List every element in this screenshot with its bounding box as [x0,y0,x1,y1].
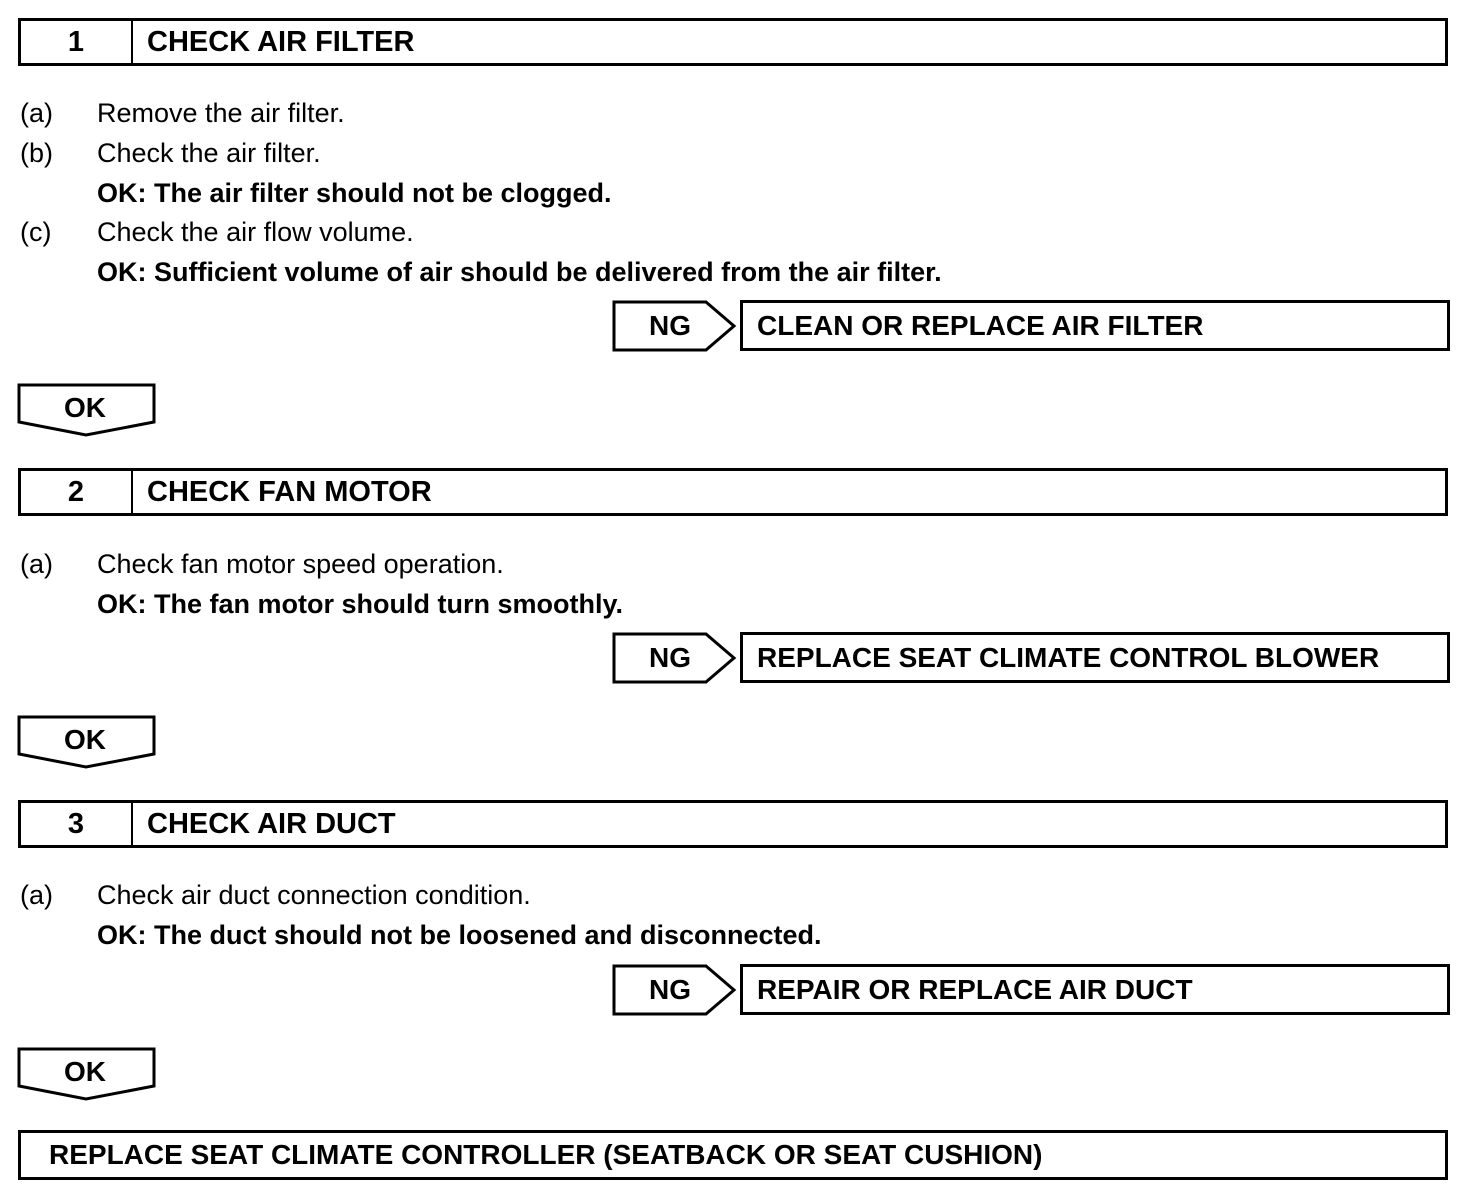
step-1-ng-label: NG [649,310,691,341]
step-1-title: CHECK AIR FILTER [147,25,415,58]
step-2-ng-label: NG [649,642,691,673]
step-1-line-2-text: Check the air filter. [97,138,321,168]
step-1-line-4-label: (c) [20,217,52,247]
step-3-ok-label: OK [64,1056,106,1087]
step-3-line-2-ok-criteria: OK: The duct should not be loosened and disconnected. [97,920,822,950]
step-2-title: CHECK FAN MOTOR [147,475,432,508]
final-action-box: REPLACE SEAT CLIMATE CONTROLLER (SEATBACK OR SEAT CUSHION) [18,1130,1448,1180]
step-1-line-4-text: Check the air flow volume. [97,217,414,247]
step-1-line-1-label: (a) [20,98,53,128]
step-2-line-1-label: (a) [20,549,53,579]
step-2-line-2-ok-criteria: OK: The fan motor should turn smoothly. [97,589,623,619]
step-1-number: 1 [21,21,133,63]
step-3-number: 3 [21,803,133,845]
step-1-line-2-label: (b) [20,138,53,168]
step-1-line-1-text: Remove the air filter. [97,98,345,128]
step-2-line-1-text: Check fan motor speed operation. [97,549,504,579]
step-3-ng-label: NG [649,974,691,1005]
step-2-header [18,468,1448,516]
step-2-ok-label: OK [64,724,106,755]
step-1-line-5-ok-criteria: OK: Sufficient volume of air should be delivered from the air filter. [97,257,942,287]
step-3-line-1-text: Check air duct connection condition. [97,880,531,910]
step-1-ng-result: CLEAN OR REPLACE AIR FILTER [740,300,1450,351]
step-3-line-1-label: (a) [20,880,53,910]
step-1-header [18,18,1448,66]
step-2-number: 2 [21,471,133,513]
step-1-line-3-ok-criteria: OK: The air filter should not be clogged. [97,178,612,208]
step-3-title: CHECK AIR DUCT [147,807,396,840]
step-1-ok-label: OK [64,392,106,423]
step-3-ng-result: REPAIR OR REPLACE AIR DUCT [740,964,1450,1015]
step-3-header [18,800,1448,848]
step-2-ng-result: REPLACE SEAT CLIMATE CONTROL BLOWER [740,632,1450,683]
